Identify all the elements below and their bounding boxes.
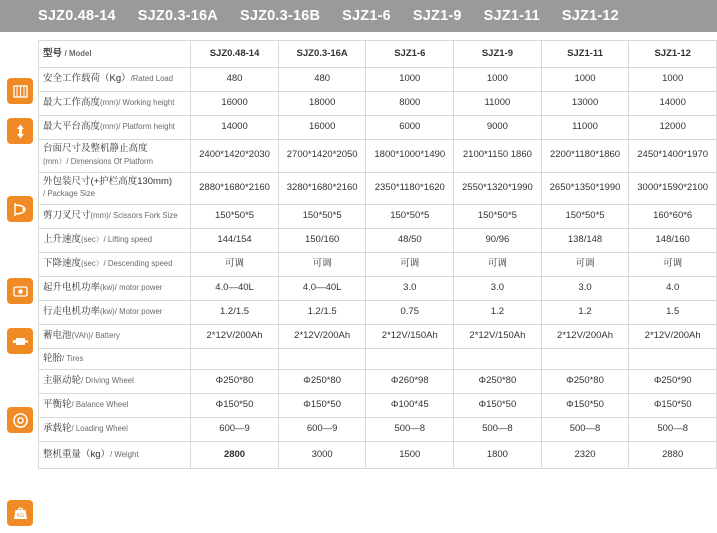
header-tab-1[interactable]: SJZ0.3-16A xyxy=(137,8,218,24)
cell-14-3: 500—8 xyxy=(454,418,542,442)
cell-6-4: 138/148 xyxy=(541,229,629,253)
cell-3-1: 2700*1420*2050 xyxy=(278,140,366,173)
cell-13-1: Φ150*50 xyxy=(278,394,366,418)
row-label-8 xyxy=(39,277,191,301)
table-row xyxy=(39,116,717,140)
table-row xyxy=(39,325,717,349)
row-label-en-11: / Tires xyxy=(62,353,84,363)
row-label-cn-9: 行走电机功率 xyxy=(43,306,101,318)
cell-9-1: 1.2/1.5 xyxy=(278,301,366,325)
cell-11-3 xyxy=(454,349,542,370)
weight-icon xyxy=(7,500,33,526)
cell-12-2: Φ260*98 xyxy=(366,370,454,394)
working-height-icon xyxy=(7,118,33,144)
row-label-cn-13: 平衡轮 xyxy=(43,399,72,411)
row-label-en-10: (VAh)/ Battery xyxy=(71,331,120,341)
cell-9-2: 0.75 xyxy=(366,301,454,325)
cell-15-2: 1500 xyxy=(366,442,454,469)
row-label-cn-0: 安全工作载荷（Kg） xyxy=(43,73,131,85)
cell-1-5: 14000 xyxy=(629,92,717,116)
row-label-cn-5: 剪刀叉尺寸 xyxy=(43,210,91,222)
cell-12-1: Φ250*80 xyxy=(278,370,366,394)
cell-15-1: 3000 xyxy=(278,442,366,469)
cell-2-5: 12000 xyxy=(629,116,717,140)
row-label-2 xyxy=(39,116,191,140)
row-label-cn-15: 整机重量（kg） xyxy=(43,448,111,460)
cell-14-1: 600—9 xyxy=(278,418,366,442)
cell-7-2: 可调 xyxy=(366,253,454,277)
cell-0-3: 1000 xyxy=(454,68,542,92)
cell-1-4: 13000 xyxy=(541,92,629,116)
cell-10-2: 2*12V/150Ah xyxy=(366,325,454,349)
model-label-en: / Model xyxy=(64,48,92,58)
row-label-cn-1: 最大工作高度 xyxy=(43,97,101,109)
cell-10-1: 2*12V/200Ah xyxy=(278,325,366,349)
cell-9-0: 1.2/1.5 xyxy=(191,301,279,325)
cell-2-0: 14000 xyxy=(191,116,279,140)
row-label-en-13: / Balance Wheel xyxy=(71,400,129,410)
row-label-en-7: (sec）/ Descending speed xyxy=(81,259,173,269)
cell-0-2: 1000 xyxy=(366,68,454,92)
row-label-9 xyxy=(39,301,191,325)
cell-6-3: 90/96 xyxy=(454,229,542,253)
cell-11-5 xyxy=(629,349,717,370)
cell-11-1 xyxy=(278,349,366,370)
cell-5-1: 150*50*5 xyxy=(278,205,366,229)
model-col-5: SJZ1-12 xyxy=(629,41,717,68)
cell-5-3: 150*50*5 xyxy=(454,205,542,229)
cell-9-3: 1.2 xyxy=(454,301,542,325)
cell-2-1: 16000 xyxy=(278,116,366,140)
row-label-cn-2: 最大平台高度 xyxy=(43,121,101,133)
cell-8-3: 3.0 xyxy=(454,277,542,301)
cell-7-5: 可调 xyxy=(629,253,717,277)
cell-7-3: 可调 xyxy=(454,253,542,277)
cell-4-5: 3000*1590*2100 xyxy=(629,172,717,205)
row-label-4 xyxy=(39,172,191,205)
table-row xyxy=(39,277,717,301)
header-tab-6[interactable]: SJZ1-12 xyxy=(561,8,619,24)
table-row xyxy=(39,418,717,442)
cell-6-2: 48/50 xyxy=(366,229,454,253)
cell-11-4 xyxy=(541,349,629,370)
cell-4-0: 2880*1680*2160 xyxy=(191,172,279,205)
cell-13-0: Φ150*50 xyxy=(191,394,279,418)
cell-10-5: 2*12V/200Ah xyxy=(629,325,717,349)
row-label-en-3: (mm）/ Dimensions Of Platform xyxy=(43,156,154,166)
model-col-4: SJZ1-11 xyxy=(541,41,629,68)
model-col-1: SJZ0.3-16A xyxy=(278,41,366,68)
row-label-en-6: (sec）/ Lifting speed xyxy=(81,235,153,245)
cell-1-3: 11000 xyxy=(454,92,542,116)
row-label-10 xyxy=(39,325,191,349)
row-label-cn-10: 蓄电池 xyxy=(43,330,72,342)
model-tab-bar xyxy=(0,0,717,32)
cell-4-1: 3280*1680*2160 xyxy=(278,172,366,205)
table-header-row xyxy=(39,41,717,68)
cell-13-3: Φ150*50 xyxy=(454,394,542,418)
table-row xyxy=(39,349,717,370)
cell-8-0: 4.0—40L xyxy=(191,277,279,301)
cell-9-5: 1.5 xyxy=(629,301,717,325)
row-label-cn-8: 起升电机功率 xyxy=(43,282,101,294)
cell-2-4: 11000 xyxy=(541,116,629,140)
row-label-11 xyxy=(39,349,191,370)
table-row xyxy=(39,68,717,92)
cell-0-5: 1000 xyxy=(629,68,717,92)
table-row xyxy=(39,205,717,229)
cell-8-1: 4.0—40L xyxy=(278,277,366,301)
speed-icon xyxy=(7,278,33,304)
row-label-cn-14: 承载轮 xyxy=(43,423,72,435)
cell-7-1: 可调 xyxy=(278,253,366,277)
cell-1-1: 18000 xyxy=(278,92,366,116)
cell-6-5: 148/160 xyxy=(629,229,717,253)
table-row xyxy=(39,92,717,116)
row-label-3 xyxy=(39,140,191,173)
row-label-en-5: (mm)/ Scissors Fork Size xyxy=(90,211,178,221)
model-col-2: SJZ1-6 xyxy=(366,41,454,68)
header-tab-5[interactable]: SJZ1-11 xyxy=(483,8,540,24)
platform-dimensions-icon xyxy=(7,196,33,222)
row-label-14 xyxy=(39,418,191,442)
row-label-6 xyxy=(39,229,191,253)
row-label-en-1: (mm)/ Working height xyxy=(100,98,175,108)
table-row xyxy=(39,172,717,205)
row-label-en-14: / Loading Wheel xyxy=(71,424,128,434)
cell-12-3: Φ250*80 xyxy=(454,370,542,394)
cell-1-0: 16000 xyxy=(191,92,279,116)
cell-14-4: 500—8 xyxy=(541,418,629,442)
cell-8-4: 3.0 xyxy=(541,277,629,301)
table-row xyxy=(39,253,717,277)
cell-14-0: 600—9 xyxy=(191,418,279,442)
row-label-15 xyxy=(39,442,191,469)
cell-3-5: 2450*1400*1970 xyxy=(629,140,717,173)
cell-4-4: 2650*1350*1990 xyxy=(541,172,629,205)
cell-5-5: 160*60*6 xyxy=(629,205,717,229)
header-tab-0[interactable]: SJZ0.48-14 xyxy=(38,8,116,24)
row-label-en-12: / Driving Wheel xyxy=(81,376,134,386)
cell-0-1: 480 xyxy=(278,68,366,92)
cell-3-4: 2200*1180*1860 xyxy=(541,140,629,173)
row-label-12 xyxy=(39,370,191,394)
row-label-cn-7: 下降速度 xyxy=(43,258,82,270)
tire-icon xyxy=(7,407,33,433)
cell-10-4: 2*12V/200Ah xyxy=(541,325,629,349)
cell-4-2: 2350*1180*1620 xyxy=(366,172,454,205)
cell-10-0: 2*12V/200Ah xyxy=(191,325,279,349)
table-row xyxy=(39,442,717,469)
cell-6-1: 150/160 xyxy=(278,229,366,253)
cell-0-4: 1000 xyxy=(541,68,629,92)
cell-8-2: 3.0 xyxy=(366,277,454,301)
specification-table xyxy=(38,40,717,469)
cell-4-3: 2550*1320*1990 xyxy=(454,172,542,205)
table-row xyxy=(39,301,717,325)
row-label-cn-4: 外包装尺寸(+护栏高度130mm) xyxy=(43,175,173,187)
cell-15-5: 2880 xyxy=(629,442,717,469)
table-row xyxy=(39,394,717,418)
row-label-13 xyxy=(39,394,191,418)
model-col-3: SJZ1-9 xyxy=(454,41,542,68)
row-label-cn-12: 主驱动轮 xyxy=(43,375,82,387)
model-col-0: SJZ0.48-14 xyxy=(191,41,279,68)
header-tab-2[interactable]: SJZ0.3-16B xyxy=(239,8,321,24)
row-label-cn-3: 台面尺寸及整机静止高度 xyxy=(43,143,148,154)
row-label-en-8: (kw)/ motor power xyxy=(100,283,163,293)
model-label-cell xyxy=(39,41,191,68)
cell-13-5: Φ150*50 xyxy=(629,394,717,418)
cell-15-0: 2800 xyxy=(191,442,279,469)
cell-12-5: Φ250*90 xyxy=(629,370,717,394)
cell-13-2: Φ100*45 xyxy=(366,394,454,418)
row-label-en-2: (mm)/ Platform height xyxy=(100,122,175,132)
cell-14-5: 500—8 xyxy=(629,418,717,442)
cell-10-3: 2*12V/150Ah xyxy=(454,325,542,349)
svg-text:KG: KG xyxy=(16,512,24,519)
cell-8-5: 4.0 xyxy=(629,277,717,301)
row-label-cn-11: 轮胎 xyxy=(43,352,63,364)
header-tab-3[interactable]: SJZ1-6 xyxy=(342,8,391,24)
rated-load-icon xyxy=(7,78,33,104)
row-label-cn-6: 上升速度 xyxy=(43,234,82,246)
row-label-0 xyxy=(39,68,191,92)
cell-2-2: 6000 xyxy=(366,116,454,140)
cell-6-0: 144/154 xyxy=(191,229,279,253)
cell-11-2 xyxy=(366,349,454,370)
model-label-cn: 型号 xyxy=(43,47,63,59)
cell-15-4: 2320 xyxy=(541,442,629,469)
cell-12-4: Φ250*80 xyxy=(541,370,629,394)
cell-5-4: 150*50*5 xyxy=(541,205,629,229)
cell-7-4: 可调 xyxy=(541,253,629,277)
row-label-5 xyxy=(39,205,191,229)
cell-11-0 xyxy=(191,349,279,370)
row-label-en-0: /Rated Load xyxy=(130,74,174,84)
row-label-en-15: / Weight xyxy=(110,449,139,459)
table-row xyxy=(39,370,717,394)
header-tab-4[interactable]: SJZ1-9 xyxy=(412,8,462,24)
cell-13-4: Φ150*50 xyxy=(541,394,629,418)
table-row xyxy=(39,229,717,253)
cell-5-0: 150*50*5 xyxy=(191,205,279,229)
cell-3-0: 2400*1420*2030 xyxy=(191,140,279,173)
table-row xyxy=(39,140,717,173)
cell-3-3: 2100*1150 1860 xyxy=(454,140,542,173)
row-label-en-4: / Package Size xyxy=(43,189,96,199)
cell-15-3: 1800 xyxy=(454,442,542,469)
cell-12-0: Φ250*80 xyxy=(191,370,279,394)
cell-3-2: 1800*1000*1490 xyxy=(366,140,454,173)
cell-7-0: 可调 xyxy=(191,253,279,277)
cell-1-2: 8000 xyxy=(366,92,454,116)
row-label-7 xyxy=(39,253,191,277)
cell-2-3: 9000 xyxy=(454,116,542,140)
row-label-en-9: (kw)/ Motor power xyxy=(100,307,163,317)
cell-5-2: 150*50*5 xyxy=(366,205,454,229)
cell-0-0: 480 xyxy=(191,68,279,92)
row-label-1 xyxy=(39,92,191,116)
motor-power-icon xyxy=(7,328,33,354)
cell-9-4: 1.2 xyxy=(541,301,629,325)
cell-14-2: 500—8 xyxy=(366,418,454,442)
